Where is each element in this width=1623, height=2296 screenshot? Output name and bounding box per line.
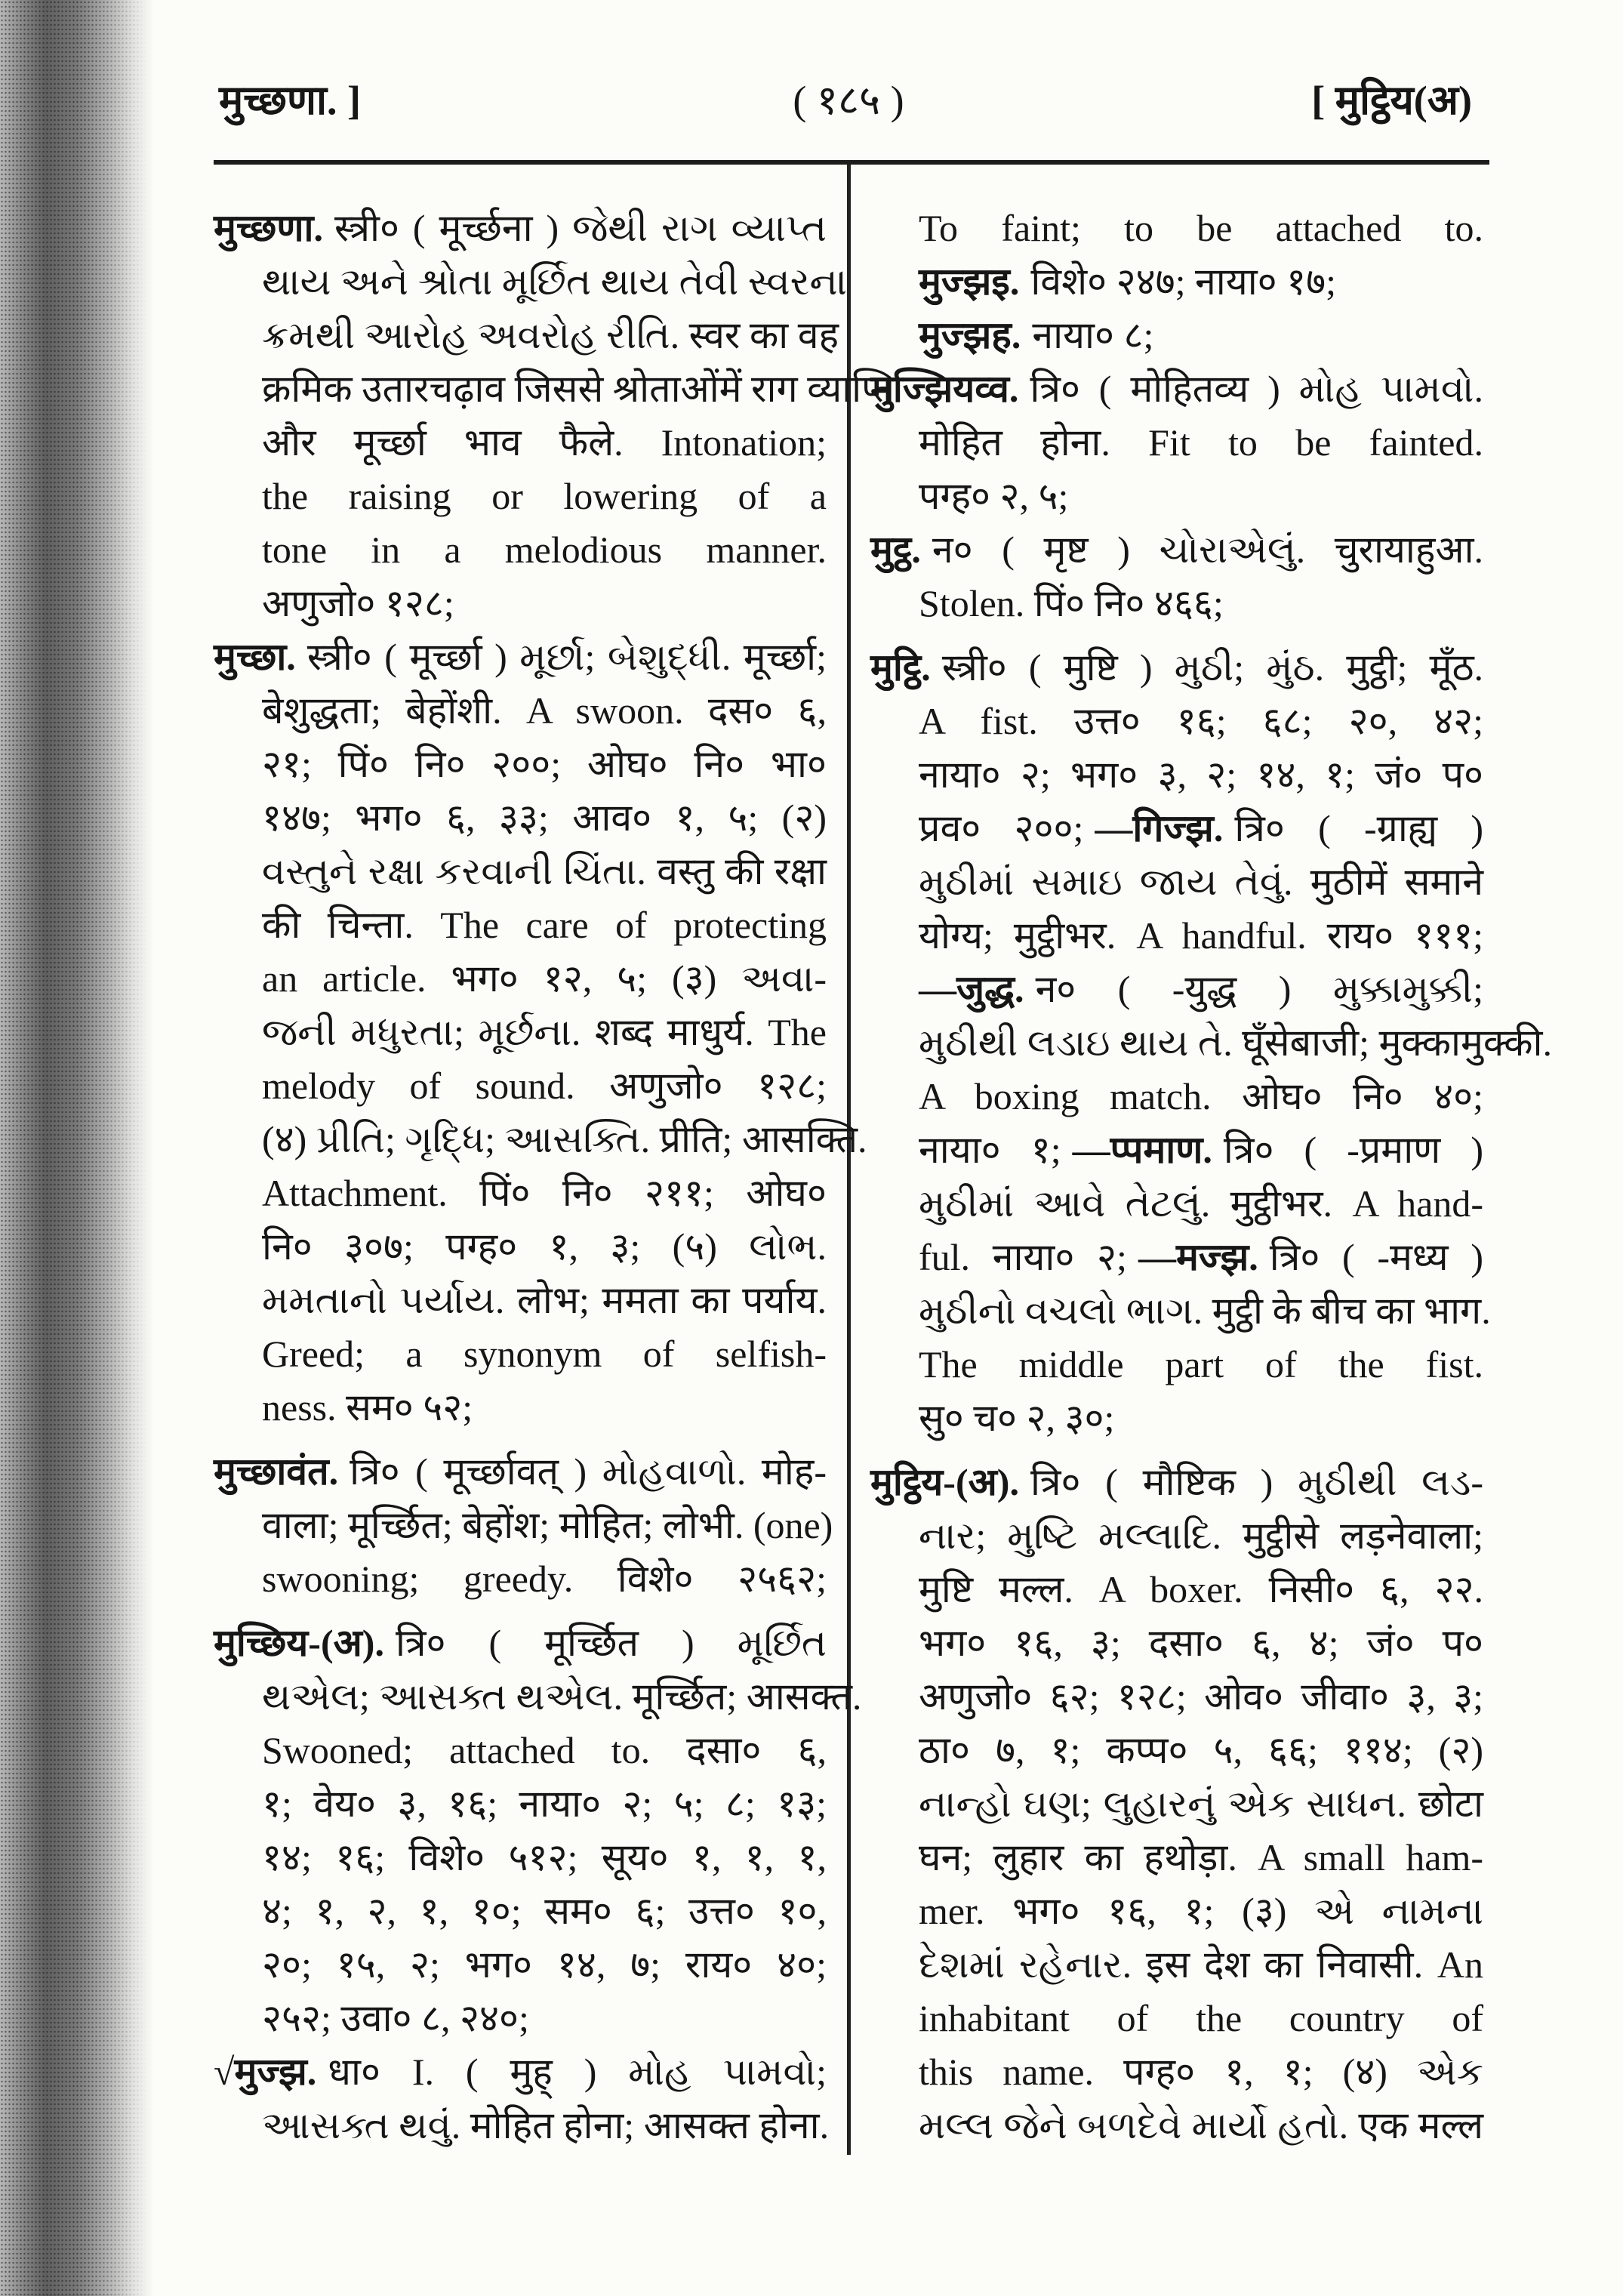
dictionary-line: [214, 255, 847, 309]
continued-entry: [870, 202, 1483, 362]
line-text: ठा० ७, १; कप्प० ५, ६६; ११४; (२): [919, 1729, 1483, 1771]
right-column: [870, 202, 1552, 2165]
line-text: क्रमिक उतारचढ़ाव जिससे श्रोताओंमें राग व्याप्ति: [262, 368, 895, 410]
headword: मुट्ठ.: [870, 529, 921, 571]
line-text: Greed; a synonym of selfish-: [262, 1333, 827, 1375]
line-text: २५२; उवा० ८, २४०;: [262, 1997, 529, 2039]
inflected-form-line: [870, 309, 1483, 362]
line-text: बेशुद्धता; बेहोंशी. A swoon. दस० ६,: [262, 689, 827, 732]
line-text: नाया० ८;: [1032, 314, 1154, 356]
line-text: મમતાનો પર્યાય. लोभ; ममता का पर्याय.: [262, 1279, 827, 1321]
sub-headword: —गिज्झ.: [1095, 807, 1224, 849]
line-text: swooning; greedy. विशे० २५६२;: [262, 1558, 827, 1600]
line-text: मोहित होना. Fit to be fainted.: [919, 421, 1483, 464]
line-text: त्रि० ( मूर्च्छित ) મૂર્છિત: [395, 1622, 827, 1664]
line-text: न० ( मृष्ट ) ચોરાએલું. चुरायाहुआ.: [932, 529, 1483, 571]
line-text: Swooned; attached to. दसा० ६,: [262, 1729, 827, 1771]
dictionary-line: [870, 362, 1483, 416]
dictionary-line: [870, 416, 1483, 470]
dictionary-entry: [214, 1445, 833, 1606]
dictionary-line: [870, 1670, 1483, 1724]
line-text: त्रि० ( -ग्राह्य ): [1234, 807, 1483, 849]
dictionary-line: [214, 898, 827, 952]
dictionary-line: [870, 202, 1483, 255]
dictionary-line: [870, 909, 1483, 963]
dictionary-line: [214, 1552, 827, 1606]
line-text: ક્રમથી આરોહ અવરોહ રીતિ. स्वर का वह: [262, 314, 839, 356]
dictionary-entry: [870, 362, 1483, 523]
dictionary-line: [214, 1885, 827, 1938]
dictionary-line: [214, 1220, 827, 1274]
line-text: विशे० २४७; नाया० १७;: [1030, 260, 1337, 303]
dictionary-line: [870, 1992, 1483, 2045]
sub-headword: —प्पमाण.: [1072, 1129, 1212, 1171]
line-text: વસ્તુને રક્ષા કરવાની ચિંતા. वस्तु की रक्षा: [262, 850, 827, 892]
line-text: મુઠીથી લડાઇ થાય તે. घूँसेबाजी; मुक्कामुक्की.: [919, 1022, 1552, 1064]
dictionary-line: [870, 2045, 1483, 2099]
line-text: अणुजो० ६२; १२८; ओव० जीवा० ३, ३;: [919, 1675, 1483, 1718]
dictionary-line: [214, 791, 827, 845]
inflected-form: मुज्झइ.: [919, 260, 1020, 303]
line-text: (४) પ્રીતિ; ગૃદ્ધિ; આસક્તિ. प्रीति; आसक्ति.: [262, 1118, 867, 1160]
dictionary-line: [870, 695, 1483, 748]
line-text: જની મધુરતા; મૂર્છના. शब्द माधुर्य. The: [262, 1011, 827, 1053]
dictionary-line: [870, 523, 1483, 577]
headword: मुच्छा.: [214, 636, 296, 678]
line-text: घन; लुहार का हथोड़ा. A small ham-: [919, 1836, 1483, 1878]
dictionary-line: [214, 416, 827, 470]
headword: मुट्ठिय-(अ).: [870, 1461, 1019, 1503]
dictionary-line: [870, 1070, 1483, 1123]
dictionary-line: [870, 802, 1483, 855]
sub-headword: —जुद्ध.: [919, 968, 1024, 1010]
line-text: नाया० १;: [919, 1129, 1061, 1171]
line-text: योग्य; मुट्ठीभर. A handful. राय० १११;: [919, 914, 1483, 957]
line-text: भग० १६, ३; दसा० ६, ४; जं० प०: [919, 1622, 1483, 1664]
dictionary-line: [214, 577, 827, 630]
line-text: मुष्टि मल्ल. A boxer. निसी० ६, २२.: [919, 1568, 1483, 1610]
line-text: पग्ह० २, ५;: [919, 475, 1069, 517]
dictionary-line: [214, 2045, 827, 2099]
line-text: १; वेय० ३, १६; नाया० २; ५; ८; १३;: [262, 1783, 827, 1825]
dictionary-line: [214, 2099, 830, 2153]
dictionary-line: [870, 1563, 1483, 1616]
line-text: १४; १६; विशे० ५१२; सूय० १, १, १,: [262, 1836, 827, 1878]
line-text: inhabitant of the country of: [919, 1997, 1483, 2039]
dictionary-line: [870, 1123, 1483, 1177]
line-text: त्रि० ( मूर्च्छावत् ) મોહવાળો. मोह-: [350, 1450, 827, 1493]
dictionary-line: [870, 641, 1483, 695]
dictionary-line: [214, 738, 827, 791]
dictionary-line: [214, 1499, 833, 1552]
line-text: થાય અને શ્રોતા મૂર્છિત થાય તેવી સ્વરના: [262, 260, 847, 303]
line-text: ness. सम० ५२;: [262, 1386, 473, 1428]
dictionary-entry: [870, 641, 1552, 1445]
line-text: नि० ३०७; पग्ह० १, ३; (५) લોભ.: [262, 1225, 827, 1268]
headword: मुच्छणा.: [214, 207, 323, 249]
headword: मुज्झियव्व.: [870, 368, 1019, 410]
line-text: Stolen. पिं० नि० ४६६;: [919, 582, 1224, 624]
line-text: न० ( -युद्ध ) મુક્કામુક્કી;: [1035, 968, 1483, 1010]
line-text: tone in a melodious manner.: [262, 529, 827, 571]
dictionary-line: [870, 1831, 1483, 1885]
dictionary-line: [870, 1338, 1483, 1391]
line-text: स्त्री० ( मुष्टि ) મુઠી; મુંઠ. मुट्ठी; मूँठ.: [941, 646, 1483, 689]
dictionary-line: [870, 1456, 1483, 1509]
line-text: अणुजो० १२८;: [262, 582, 454, 624]
headword: √मुज्झ.: [214, 2051, 317, 2093]
running-head-left: मुच्छणा. ]: [219, 78, 362, 123]
line-text: सु० च० २, ३०;: [919, 1397, 1115, 1439]
dictionary-line: [214, 1616, 827, 1670]
dictionary-line: [214, 1059, 827, 1113]
dictionary-entry: [870, 1456, 1483, 2153]
dictionary-line: [214, 470, 827, 523]
dictionary-line: [214, 684, 827, 738]
dictionary-line: [870, 1724, 1483, 1777]
line-text: वाला; मूर्च्छित; बेहोंश; मोहित; लोभी. (one): [262, 1504, 833, 1546]
line-text: प्रव० २००;: [919, 807, 1084, 849]
line-text: त्रि० ( मौष्टिक ) મુઠીથી લડ-: [1030, 1461, 1483, 1503]
dictionary-line: [214, 309, 839, 362]
dictionary-line: [870, 1616, 1483, 1670]
headword: मुट्ठि.: [870, 646, 931, 689]
line-text: २१; पिं० नि० २००; ओघ० नि० भा०: [262, 743, 827, 785]
dictionary-line: [214, 1381, 827, 1435]
dictionary-line: [214, 1938, 827, 1992]
dictionary-line: [870, 1777, 1483, 1831]
line-text: त्रि० ( मोहितव्य ) મોહ પામવો.: [1030, 368, 1483, 410]
line-text: મલ્લ જેને બળદેવે માર્યો હતો. एक मल्ल: [919, 2104, 1483, 2147]
left-column: [214, 202, 895, 2165]
line-text: દેશમાં રહેનાર. इस देश का निवासी. An: [919, 1943, 1483, 1986]
inflected-form-line: [870, 255, 1483, 309]
dictionary-entry: [214, 630, 867, 1435]
line-text: મુઠીનો વચલો ભાગ. मुट्ठी के बीच का भाग.: [919, 1290, 1491, 1332]
dictionary-entry: [870, 523, 1483, 630]
dictionary-line: [214, 845, 827, 898]
dictionary-line: [214, 1006, 827, 1059]
dictionary-line: [214, 1166, 827, 1220]
dictionary-line: [870, 1391, 1483, 1445]
headword: मुच्छिय-(अ).: [214, 1622, 384, 1664]
line-text: mer. भग० १६, १; (३) એ નામના: [919, 1890, 1483, 1932]
dictionary-line: [214, 1724, 827, 1777]
dictionary-line: [870, 1231, 1483, 1284]
line-text: Attachment. पिं० नि० २११; ओघ०: [262, 1172, 827, 1214]
dictionary-line: [214, 1670, 862, 1724]
running-head-right: [ मुट्ठिय(अ): [1311, 78, 1472, 123]
dictionary-line: [214, 952, 827, 1006]
dictionary-line: [870, 1177, 1483, 1231]
dictionary-entry: [214, 1616, 862, 2045]
line-text: २०; १५, २; भग० १४, ७; राय० ४०;: [262, 1943, 827, 1986]
line-text: और मूर्च्छा भाव फैले. Intonation;: [262, 421, 827, 464]
line-text: To faint; to be attached to.: [919, 207, 1483, 249]
dictionary-entry: [214, 202, 895, 630]
line-text: this name. पग्ह० १, १; (४) એક: [919, 2051, 1483, 2093]
header-rule: [214, 160, 1489, 165]
line-text: त्रि० ( -मध्य ): [1269, 1236, 1484, 1278]
dictionary-line: [870, 1284, 1491, 1338]
dictionary-line: [214, 1445, 827, 1499]
dictionary-entry: [214, 2045, 830, 2153]
dictionary-line: [870, 470, 1483, 523]
line-text: an article. भग० १२, ५; (३) અવા-: [262, 957, 827, 1000]
line-text: त्रि० ( -प्रमाण ): [1223, 1129, 1483, 1171]
line-text: નાન્હો ઘણ; લુહારનું એક સાધન. छोटा: [919, 1783, 1483, 1825]
dictionary-line: [214, 1274, 827, 1327]
dictionary-line: [214, 202, 827, 255]
line-text: ४; १, २, १, १०; सम० ६; उत्त० १०,: [262, 1890, 827, 1932]
dictionary-line: [870, 1016, 1552, 1070]
dictionary-line: [214, 523, 827, 577]
line-text: મુઠીમાં આવે તેટલું. मुट्ठीभर. A hand-: [919, 1182, 1483, 1225]
line-text: the raising or lowering of a: [262, 475, 827, 517]
line-text: The middle part of the fist.: [919, 1343, 1483, 1385]
line-text: ful. नाया० २;: [919, 1236, 1127, 1278]
dictionary-line: [870, 1509, 1483, 1563]
dictionary-line: [214, 1113, 867, 1166]
dictionary-line: [870, 855, 1483, 909]
line-text: મુઠીમાં સમાઇ જાય તેવું. मुठीमें समाने: [919, 861, 1483, 903]
headword: मुच्छावंत.: [214, 1450, 339, 1493]
dictionary-line: [214, 1327, 827, 1381]
line-text: स्त्री० ( मूर्च्छना ) જેથી રાગ વ્યાપ્ત: [334, 207, 827, 249]
line-text: १४७; भग० ६, ३३; आव० १, ५; (२): [262, 797, 827, 839]
sub-headword: —मज्झ.: [1138, 1236, 1258, 1278]
line-text: આસક્ત થવું. मोहित होना; आसक्त होना.: [262, 2104, 830, 2147]
dictionary-line: [214, 1992, 827, 2045]
binding-shadow-texture: [0, 0, 151, 2296]
dictionary-line: [870, 1885, 1483, 1938]
line-text: A boxing match. ओघ० नि० ४०;: [919, 1075, 1483, 1117]
dictionary-line: [870, 963, 1483, 1016]
line-text: धा० I. ( मुह् ) મોહ પામવો;: [328, 2051, 827, 2093]
dictionary-line: [870, 2099, 1483, 2153]
dictionary-line: [214, 362, 895, 416]
dictionary-line: [214, 630, 827, 684]
line-text: થએલ; આસક્ત થએલ. मूर्च्छित; आसक्त.: [262, 1675, 862, 1718]
dictionary-line: [214, 1777, 827, 1831]
line-text: की चिन्ता. The care of protecting: [262, 904, 827, 946]
dictionary-line: [214, 1831, 827, 1885]
line-text: नाया० २; भग० ३, २; १४, १; जं० प०: [919, 754, 1483, 796]
line-text: स्त्री० ( मूर्च्छा ) મૂર્છા; બેશુદ્ધી. मूर्च्छा;: [306, 636, 827, 678]
line-text: નાર; મુષ્ટિ મલ્લાદિ. मुट्ठीसे लड़नेवाला;: [919, 1515, 1483, 1557]
dictionary-line: [870, 748, 1483, 802]
dictionary-line: [870, 1938, 1483, 1992]
line-text: melody of sound. अणुजो० १२८;: [262, 1065, 827, 1107]
line-text: A fist. उत्त० १६; ६८; २०, ४२;: [919, 700, 1483, 742]
inflected-form: मुज्झह.: [919, 314, 1021, 356]
page-number: ( १८५ ): [793, 78, 904, 123]
dictionary-line: [870, 577, 1483, 630]
